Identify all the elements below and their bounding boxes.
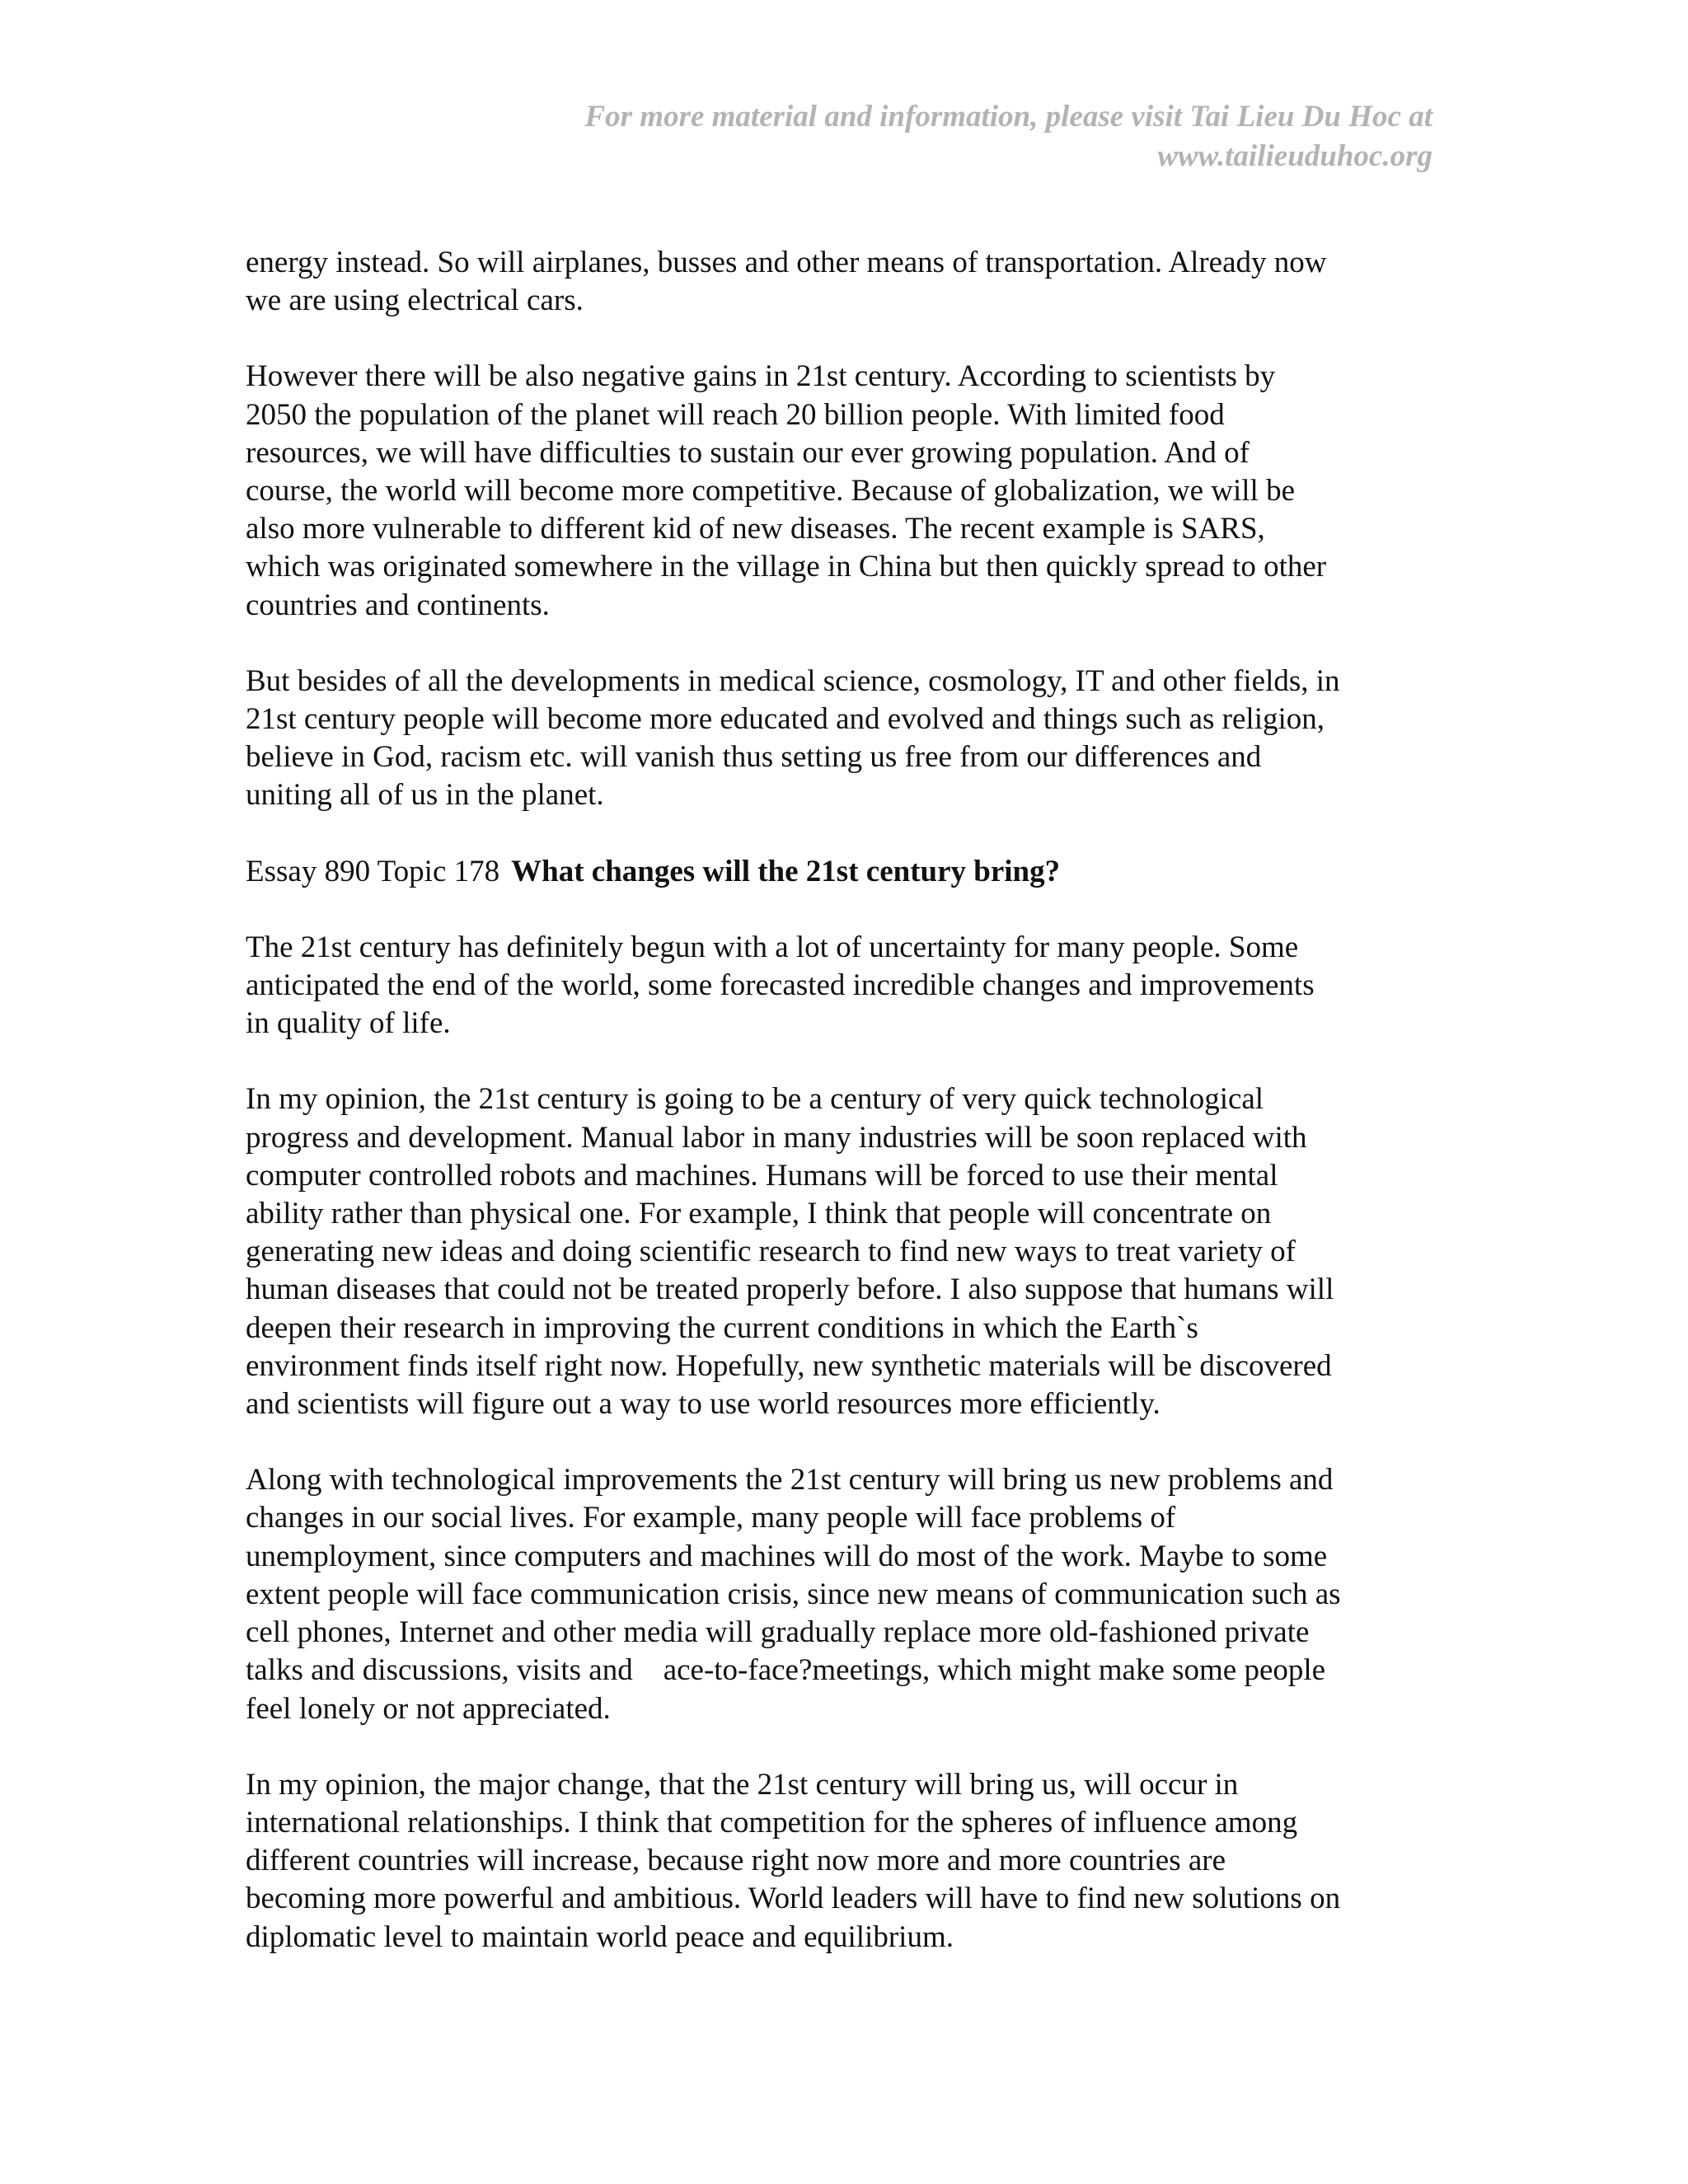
text-line: 21st century people will become more educated and evolved and things such as religion, — [246, 702, 1325, 737]
text-line: human diseases that could not be treated properly before. I also suppose that humans will — [246, 1272, 1334, 1307]
text-line: countries and continents. — [246, 588, 550, 622]
text-line: In my opinion, the major change, that the 21st century will bring us, will occur in — [246, 1767, 1239, 1802]
paragraph — [246, 929, 1449, 1043]
text-line: cell phones, Internet and other media will gradually replace more old-fashioned private — [246, 1615, 1310, 1650]
text-line: and scientists will figure out a way to use world resources more efficiently. — [246, 1387, 1160, 1422]
text-line: computer controlled robots and machines. Humans will be forced to use their mental — [246, 1158, 1278, 1193]
paragraph — [246, 1766, 1449, 1957]
text-line: we are using electrical cars. — [246, 284, 584, 318]
paragraph — [246, 1080, 1449, 1423]
header-website: www.tailieuduhoc.org — [1157, 139, 1432, 173]
text-line: talks and discussions, visits and ace-to-face?meetings, which might make some people — [246, 1653, 1326, 1688]
paragraph — [246, 1461, 1449, 1727]
text-line: generating new ideas and doing scientific research to find new ways to treat variety of — [246, 1235, 1296, 1269]
text-line: Along with technological improvements the 21st century will bring us new problems and — [246, 1463, 1334, 1497]
document-body — [246, 244, 1449, 1994]
text-line: energy instead. So will airplanes, busses and other means of transportation. Already now — [246, 246, 1327, 279]
text-line: However there will be also negative gains in 21st century. According to scientists by — [246, 359, 1276, 394]
text-line: In my opinion, the 21st century is going to be a century of very quick technological — [246, 1082, 1264, 1117]
page-header — [361, 97, 1432, 176]
paragraph — [246, 663, 1449, 815]
paragraph — [246, 244, 1449, 320]
text-line: becoming more powerful and ambitious. World leaders will have to find new solutions on — [246, 1882, 1341, 1916]
header-line-1: For more material and information, please visit Tai Lieu Du Hoc at — [584, 100, 1432, 134]
text-line: also more vulnerable to different kid of new diseases. The recent example is SARS, — [246, 512, 1265, 546]
text-line: But besides of all the developments in medical science, cosmology, IT and other fields, in — [246, 663, 1340, 698]
text-line: anticipated the end of the world, some forecasted incredible changes and improvements — [246, 968, 1315, 1003]
text-line: 2050 the population of the planet will reach 20 billion people. With limited food — [246, 397, 1225, 432]
text-line: believe in God, racism etc. will vanish thus setting us free from our differences and — [246, 740, 1262, 775]
text-line: in quality of life. — [246, 1006, 451, 1041]
essay-title: What changes will the 21st century bring? — [511, 854, 1061, 888]
text-line: deepen their research in improving the current conditions in which the Earth`s — [246, 1310, 1198, 1345]
text-line: which was originated somewhere in the village in China but then quickly spread to other — [246, 550, 1327, 584]
text-line: course, the world will become more competitive. Because of globalization, we will be — [246, 474, 1296, 509]
text-line: international relationships. I think that competition for the spheres of influence among — [246, 1805, 1298, 1840]
text-line: uniting all of us in the planet. — [246, 778, 604, 813]
essay-heading — [246, 853, 1449, 891]
text-line: environment finds itself right now. Hopefully, new synthetic materials will be discovered — [246, 1348, 1332, 1383]
text-line: changes in our social lives. For example, many people will face problems of — [246, 1501, 1176, 1535]
text-line: ability rather than physical one. For example, I think that people will concentrate on — [246, 1197, 1272, 1231]
text-line: diplomatic level to maintain world peace and equilibrium. — [246, 1919, 954, 1954]
text-line: The 21st century has definitely begun with a lot of uncertainty for many people. Some — [246, 930, 1299, 964]
text-line: progress and development. Manual labor in many industries will be soon replaced with — [246, 1120, 1307, 1155]
text-line: unemployment, since computers and machines will do most of the work. Maybe to some — [246, 1539, 1328, 1573]
text-line: different countries will increase, because right now more and more countries are — [246, 1844, 1226, 1878]
text-line: feel lonely or not appreciated. — [246, 1691, 611, 1726]
essay-label: Essay 890 Topic 178 — [246, 854, 500, 888]
text-line: resources, we will have difficulties to sustain our ever growing population. And of — [246, 435, 1250, 470]
text-line: extent people will face communication crisis, since new means of communication such as — [246, 1577, 1341, 1611]
paragraph — [246, 358, 1449, 624]
